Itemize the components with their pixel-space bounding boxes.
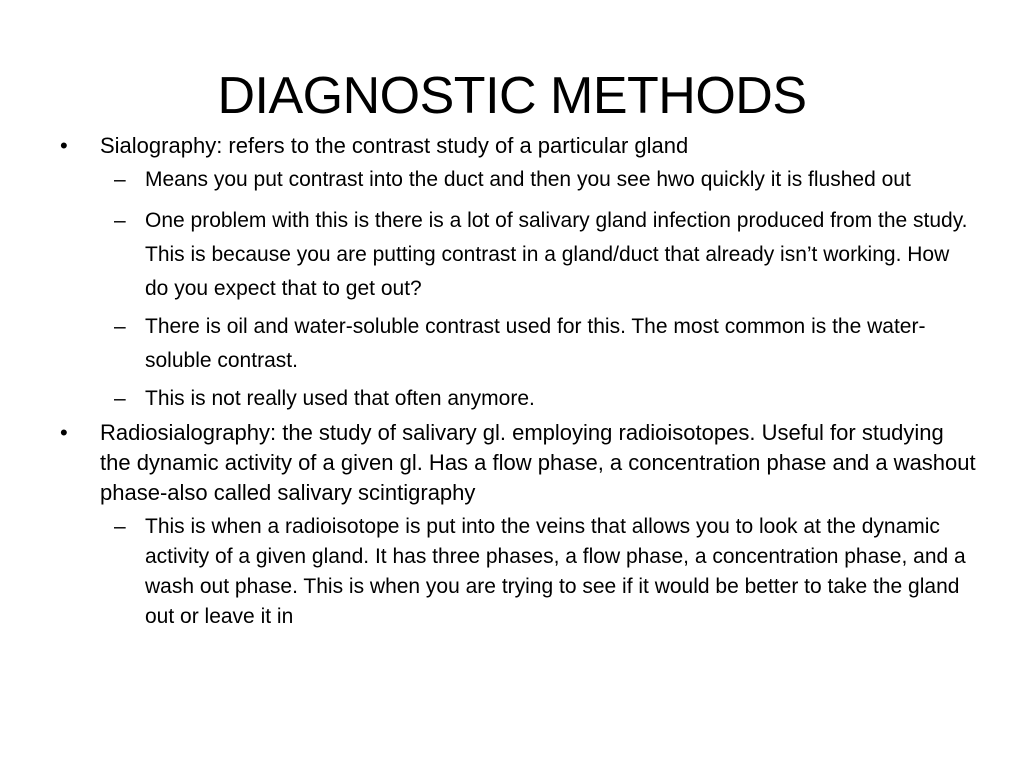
bullet-item-radiosialography [58,418,978,508]
sub-bullet-item [58,310,971,378]
dash-icon: – [114,168,126,191]
sub-bullet-text: This is when a radioisotope is put into the veins that allows you to look at the dynamic activity of a given gland. It has three phases, a flow phase, a concentration phase, and a wash out phase. This is when you are trying to see if it would be better to take the gland out or leave it in [145,515,966,628]
slide-body [58,131,978,641]
sub-bullet-item [58,204,971,306]
dash-icon: – [114,209,126,232]
sub-bullet-text: This is not really used that often anymore. [145,387,535,410]
bullet-item-sialography [58,131,978,161]
bullet-text: Sialography: refers to the contrast study of a particular gland [100,133,689,158]
dash-icon: – [114,387,126,410]
dash-icon: – [114,315,126,338]
sub-bullet-item [58,512,971,632]
bullet-icon: • [60,420,68,445]
sub-bullet-item [58,165,971,195]
sub-bullet-text: One problem with this is there is a lot of salivary gland infection produced from the study. This is because you are putting contrast in a gland/duct that already isn’t working. How do you expect that to get out? [145,209,968,300]
slide-title: DIAGNOSTIC METHODS [217,67,807,125]
dash-icon: – [114,515,126,538]
sub-bullet-text: There is oil and water-soluble contrast used for this. The most common is the water-soluble contrast. [145,315,926,372]
sub-bullet-item [58,382,971,416]
sub-bullet-text: Means you put contrast into the duct and then you see hwo quickly it is flushed out [145,168,911,191]
bullet-icon: • [60,133,68,158]
bullet-text: Radiosialography: the study of salivary gl. employing radioisotopes. Useful for studying the dynamic activity of a given gl. Has a flow phase, a concentration phase and a washout phase-also called salivary scintigraphy [100,420,976,505]
